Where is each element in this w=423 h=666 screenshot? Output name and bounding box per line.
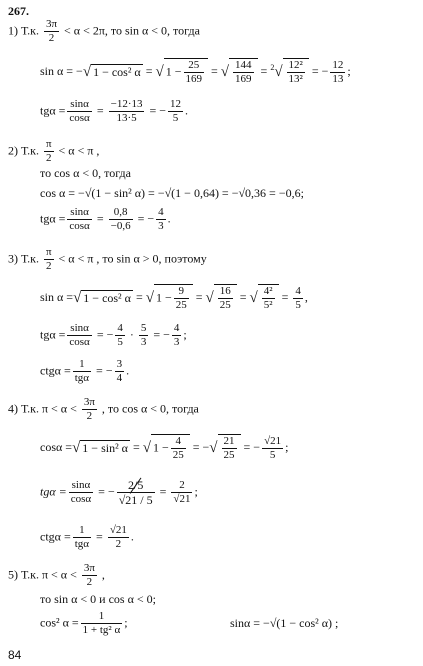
- sqrt-sign: √ $\frac{144}{169}$: [221, 58, 258, 86]
- part5-sin-line: sinα = −√(1 − cos² α) ;: [230, 616, 339, 630]
- part2-then: то cos α < 0, тогда: [40, 166, 131, 180]
- part4-cos-line: cosα =√ 1 − sin² α = √ 1 − $\frac{4}{25}$ = −√ $\frac{21}{25}$ = − $\frac{√21}{5}$ ;: [40, 434, 289, 462]
- part5-cos2-line: cos² α = $\frac{1}{\text{1 + tg² α}}$ ;: [40, 610, 128, 637]
- sqrt-sign: √ 1 − $\frac{4}{25}$: [143, 434, 190, 462]
- part1-condition: [8, 18, 200, 45]
- sqrt-sign: √ 1 − cos² α: [73, 290, 131, 307]
- part1-tg-line: tgα = $\frac{\sin\alpha}{\cos\alpha}$ = $\frac{-12\cdot 13}{13\cdot 5}$ = − $\frac{12}{5}$ .: [40, 98, 189, 125]
- part2-condition: 2) Т.к. $\frac{\pi}{2}$ < α < π ,: [8, 138, 100, 165]
- sqrt-sign: √ $\frac{\text{12²}}{\text{13²}}$: [274, 58, 309, 86]
- part3-ctg-line: ctgα = $\frac{1}{\text{tgα}}$ = − $\frac{3}{4}$ .: [40, 358, 130, 385]
- sqrt-sign: √ 1 − cos² α: [82, 64, 141, 81]
- part3-condition: 3) Т.к. $\frac{\pi}{2}$ < α < π , то sin α > 0, поэтому: [8, 246, 207, 273]
- sqrt-sign: √ 1 − $\frac{9}{25}$: [146, 284, 193, 312]
- page-number: 84: [8, 648, 22, 662]
- part5-then: то sin α < 0 и cos α < 0;: [40, 592, 156, 606]
- sqrt-sign: √ $\frac{16}{25}$: [206, 284, 237, 312]
- sqrt-sign: √ $\frac{\text{4²}}{\text{5²}}$: [250, 284, 279, 312]
- part3-sin-line: sin α =√ 1 − cos² α = √ 1 − $\frac{9}{25}$ = √ $\frac{16}{25}$ = √ $\frac{\text{4²}}{\text{5²}}$ = $\frac{4}{5}$ ,: [40, 284, 308, 312]
- part1-cond-rest: < α < 2π, то sin α < 0, тогда: [64, 23, 200, 38]
- part2-cos-line: cos α = −√(1 − sin² α) = −√(1 − 0,64) = −√0,36 = −0,6;: [40, 186, 304, 200]
- part4-tg-line: tgα = $\frac{\sin\alpha}{\cos\alpha}$ = − $\frac{2/5}{√21 / 5}$ = $\frac{2}{√21}$ ;: [40, 478, 198, 508]
- part4-ctg-line: ctgα = $\frac{1}{\text{tgα}}$ = $\frac{√21}{2}$ .: [40, 524, 134, 551]
- part5-condition: 5) Т.к. π < α < $\frac{3\pi}{2}$ ,: [8, 562, 105, 589]
- sqrt-sign: √ $\frac{21}{25}$: [209, 434, 240, 462]
- part1-cond-frac: $\frac{3\pi}{2}$: [45, 18, 58, 45]
- part4-condition: 4) Т.к. π < α < $\frac{3\pi}{2}$ , то cos α < 0, тогда: [8, 396, 199, 423]
- part1-label: 1) Т.к.: [8, 23, 39, 38]
- sqrt-sign: √ 1 − sin² α: [72, 440, 128, 457]
- problem-number: 267.: [8, 4, 29, 18]
- part2-tg-line: tgα = $\frac{\sin\alpha}{\cos\alpha}$ = $\frac{0,8}{-0,6}$ = − $\frac{4}{3}$ .: [40, 206, 171, 233]
- part1-sin-line: sin α = −√ 1 − cos² α = √ 1 − $\frac{25}{169}$ = √ $\frac{144}{169}$ = $^2$√ $\frac{\text{12²}}{\text{13²}}$ = − $\frac{12}{13}$ ;: [40, 58, 351, 86]
- part3-tg-line: tgα = $\frac{\sin\alpha}{\cos\alpha}$ = − $\frac{4}{5}$ · $\frac{5}{3}$ = − $\frac{4}{3}$ ;: [40, 322, 187, 349]
- sqrt-sign: √ 1 − $\frac{25}{169}$: [156, 58, 209, 86]
